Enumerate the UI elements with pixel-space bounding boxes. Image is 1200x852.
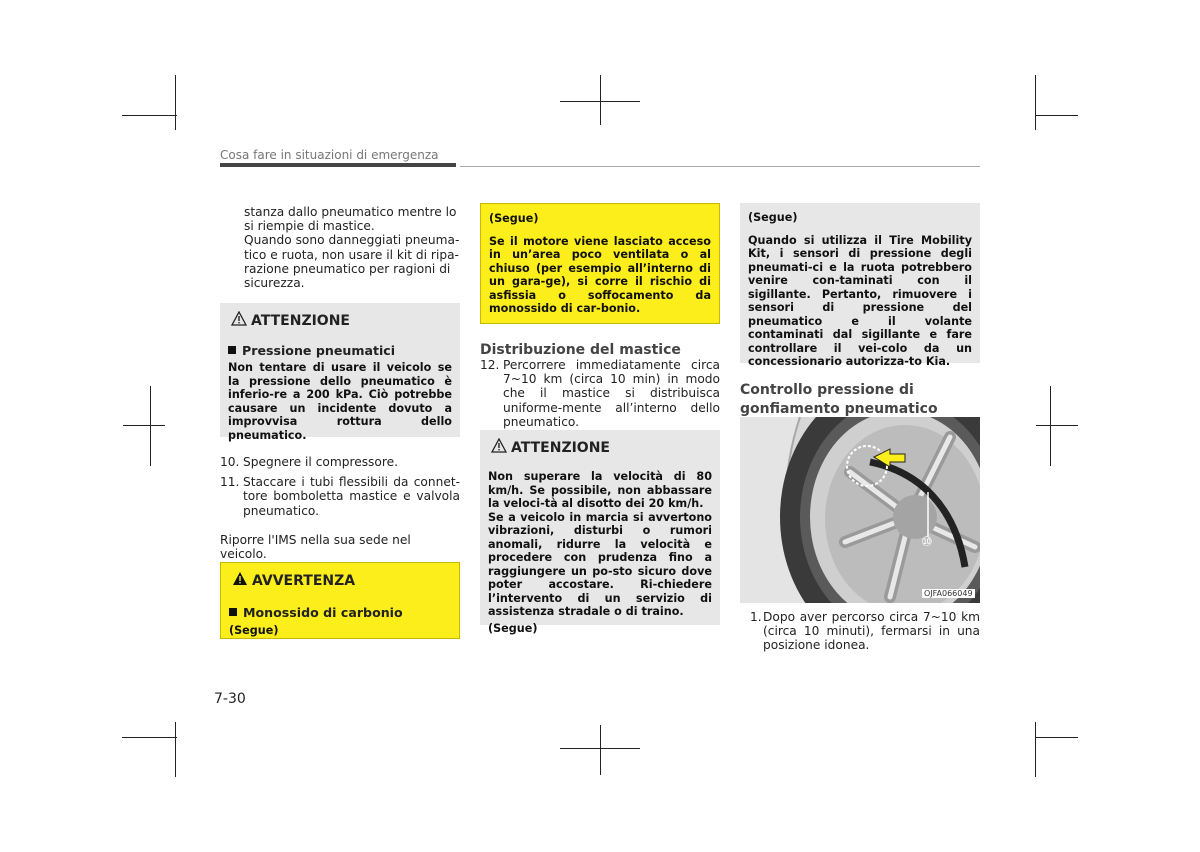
col1-intro [244,205,460,290]
step-text: Dopo aver percorso circa 7~10 km (circa 10 minuti), fermarsi in una posizione idonea. [763,610,980,653]
warning-triangle-outline-icon [231,311,247,330]
caution-title: ATTENZIONE [511,439,610,456]
step-number: 10. [220,455,240,469]
caution-box-speed [480,430,720,635]
section-heading [740,381,938,419]
square-bullet-icon [229,608,237,616]
warning-heading [232,571,451,590]
page-number: 7-30 [214,691,246,707]
warning-title: AVVERTENZA [252,572,356,589]
step-item [220,475,460,518]
closing-text: Riporre l'IMS nella sua sede nel veicolo. [220,533,411,562]
continued-label: (Segue) [748,211,798,224]
step-item [220,455,460,469]
col2-step [480,358,720,429]
step-number: 1. [750,610,762,624]
intro-line: sicurezza. [244,276,305,291]
caution-body: Non tentare di usare il veicolo se la pressione dello pneumatico è inferio-re a 200 kPa. Ciò potrebbe causare un incidente dovuto a improvvisa rottura dello pneumatico. [228,361,452,442]
caution-subtitle: Pressione pneumatici [242,343,396,358]
header-bar [220,163,456,167]
caution-body: Quando si utilizza il Tire Mobility Kit, i sensori di pressione degli pneumati-ci e la ruota potrebbero venire con-taminati con il sigillante. Pertanto, rimuovere i sensori di pressione del pneumatico e il volante contaminati dal sigillante e fare controllare il vei-colo da un concessionario autorizza-to Kia. [748,233,972,368]
caution-heading [491,438,712,457]
intro-line: stanza dallo pneumatico mentre lo [244,205,457,219]
figure-code: OJFA066049 [924,589,973,598]
warning-subheading [229,602,451,621]
warning-triangle-outline-icon [491,438,507,457]
caution-box-tmk-sensors [740,203,980,368]
intro-line: si riempie di mastice. [244,219,375,234]
section-heading-line: Controllo pressione di [740,382,914,398]
step-item [750,610,980,653]
tire-illustration [740,417,980,603]
caution-heading [231,311,452,330]
caution-body-2: Se a veicolo in marcia si avvertono vibrazioni, disturbi o rumori anomali, ridurre la velocità e procedere con prudenza fino a raggiungere un po-sto sicuro dove poter accostare. Ri-chiedere l’intervento di un servizio di assistenza stradale o di traino. [488,510,712,618]
intro-line: Quando sono danneggiati pneuma- [244,233,460,248]
step-item [480,358,720,429]
warning-box-continued [480,203,720,324]
continued-label: (Segue) [488,621,538,635]
col1-steps [220,455,460,518]
caution-subheading [228,340,452,359]
running-header: Cosa fare in situazioni di emergenza [220,148,439,162]
warning-box-carbon-monoxide [220,562,460,639]
intro-line: tico e ruota, non usare il kit di ripa- [244,247,459,262]
warning-triangle-filled-icon [232,571,248,590]
continued-label: (Segue) [489,212,539,225]
step-text: Staccare i tubi flessibili da connet-tore bomboletta mastice e valvola pneumatico. [243,475,460,518]
caution-body: Non superare la velocità di 80 km/h. Se possibile, non abbassare la veloci-tà al disotto dei 20 km/h. [488,470,712,510]
tire-valve-figure [740,417,980,603]
square-bullet-icon [228,346,236,354]
warning-subtitle: Monossido di carbonio [243,605,403,620]
step-number: 12. [480,358,500,372]
col3-step [750,610,980,653]
continued-label: (Segue) [229,624,279,637]
step-number: 11. [220,475,240,490]
caution-title: ATTENZIONE [251,312,350,329]
header-rule [460,166,980,167]
section-heading: Distribuzione del mastice [480,342,681,358]
section-heading-line: gonfiamento pneumatico [740,401,938,417]
intro-line: razione pneumatico per ragioni di [244,261,451,276]
warning-body: Se il motore viene lasciato acceso in un’area poco ventilata o al chiuso (per esempio all’interno di un gara-ge), si corre il rischio di asfissia o soffocamento da monossido di car-bonio. [489,234,711,315]
callout-number: ⑩ [921,535,933,550]
step-text: Percorrere immediatamente circa 7~10 km (circa 10 min) in modo che il mastice si distribuisca uniforme-mente all’interno dello pneumatico. [503,358,720,429]
caution-box-tire-pressure [220,303,460,442]
step-text: Spegnere il compressore. [243,455,398,469]
